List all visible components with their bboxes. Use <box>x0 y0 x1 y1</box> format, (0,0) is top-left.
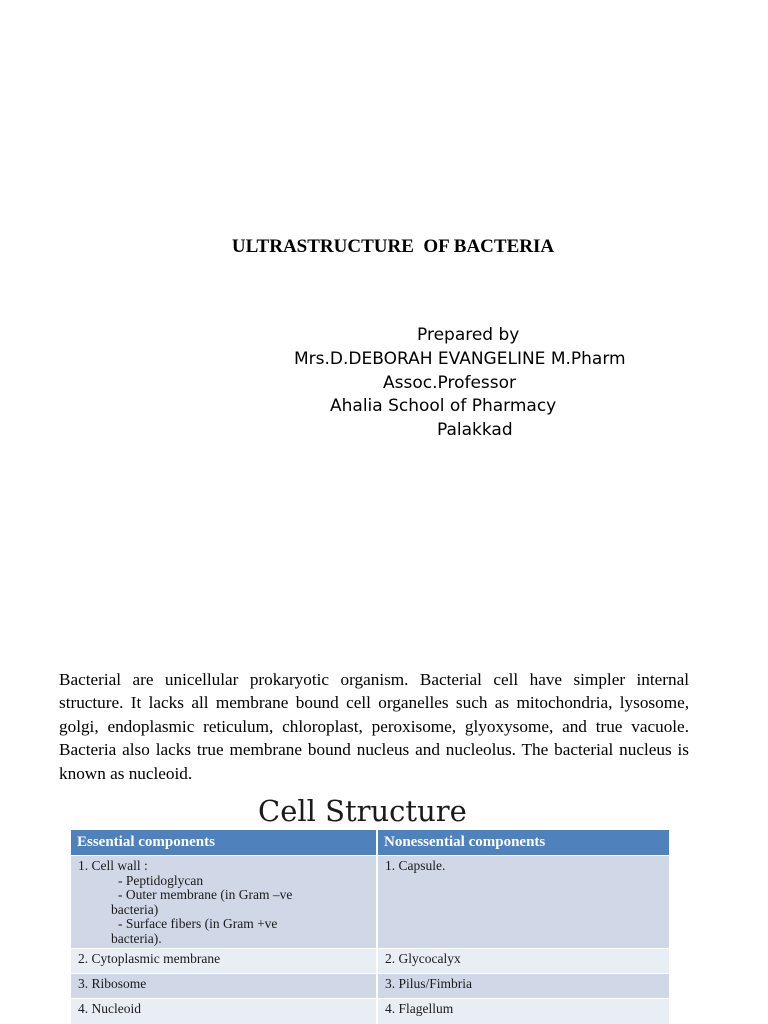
essential-item-cell-wall: 1. Cell wall : <box>78 858 148 873</box>
figure-heading: Cell Structure <box>258 794 467 828</box>
table-row <box>71 856 669 949</box>
author-designation: Assoc.Professor <box>383 373 517 393</box>
essential-subitem-cont: bacteria). <box>111 930 162 946</box>
nonessential-cell: 4. Flagellum <box>377 999 669 1024</box>
essential-subitem: - Outer membrane (in Gram –ve <box>118 887 293 902</box>
author-institution: Ahalia School of Pharmacy <box>330 396 557 416</box>
header-essential: Essential components <box>71 830 377 856</box>
table-header-row <box>71 830 669 856</box>
nonessential-cell: 1. Capsule. <box>377 856 669 949</box>
intro-paragraph: Bacterial are unicellular prokaryotic organism. Bacterial cell have simpler internal structure. It lacks all membrane bound cell organelles such as mitochondria, lysosome, golgi, endoplasmic reticulum, chloroplast, peroxisome, glyoxysome, and true vacuole. Bacteria also lacks true membrane bound nucleus and nucleolus. The bacterial nucleus is known as nucleoid. <box>59 670 689 783</box>
essential-subitem: - Peptidoglycan <box>118 872 204 888</box>
essential-subitem-cont: bacteria) <box>111 901 159 917</box>
nonessential-cell: 2. Glycocalyx <box>377 949 669 974</box>
essential-cell: 4. Nucleoid <box>71 999 377 1024</box>
cell-structure-table <box>71 830 669 1024</box>
nonessential-cell: 3. Pilus/Fimbria <box>377 974 669 999</box>
author-name: Mrs.D.DEBORAH EVANGELINE M.Pharm <box>294 349 626 369</box>
essential-cell <box>71 856 377 949</box>
essential-cell: 2. Cytoplasmic membrane <box>71 949 377 974</box>
essential-cell: 3. Ribosome <box>71 974 377 999</box>
header-nonessential: Nonessential components <box>377 830 669 856</box>
document-title: ULTRASTRUCTURE OF BACTERIA <box>231 236 555 257</box>
table-row <box>71 949 669 974</box>
table-row <box>71 999 669 1024</box>
essential-subitem: - Surface fibers (in Gram +ve <box>118 916 278 931</box>
table-row <box>71 974 669 999</box>
author-place: Palakkad <box>437 420 513 440</box>
prepared-by-label: Prepared by <box>417 325 520 345</box>
